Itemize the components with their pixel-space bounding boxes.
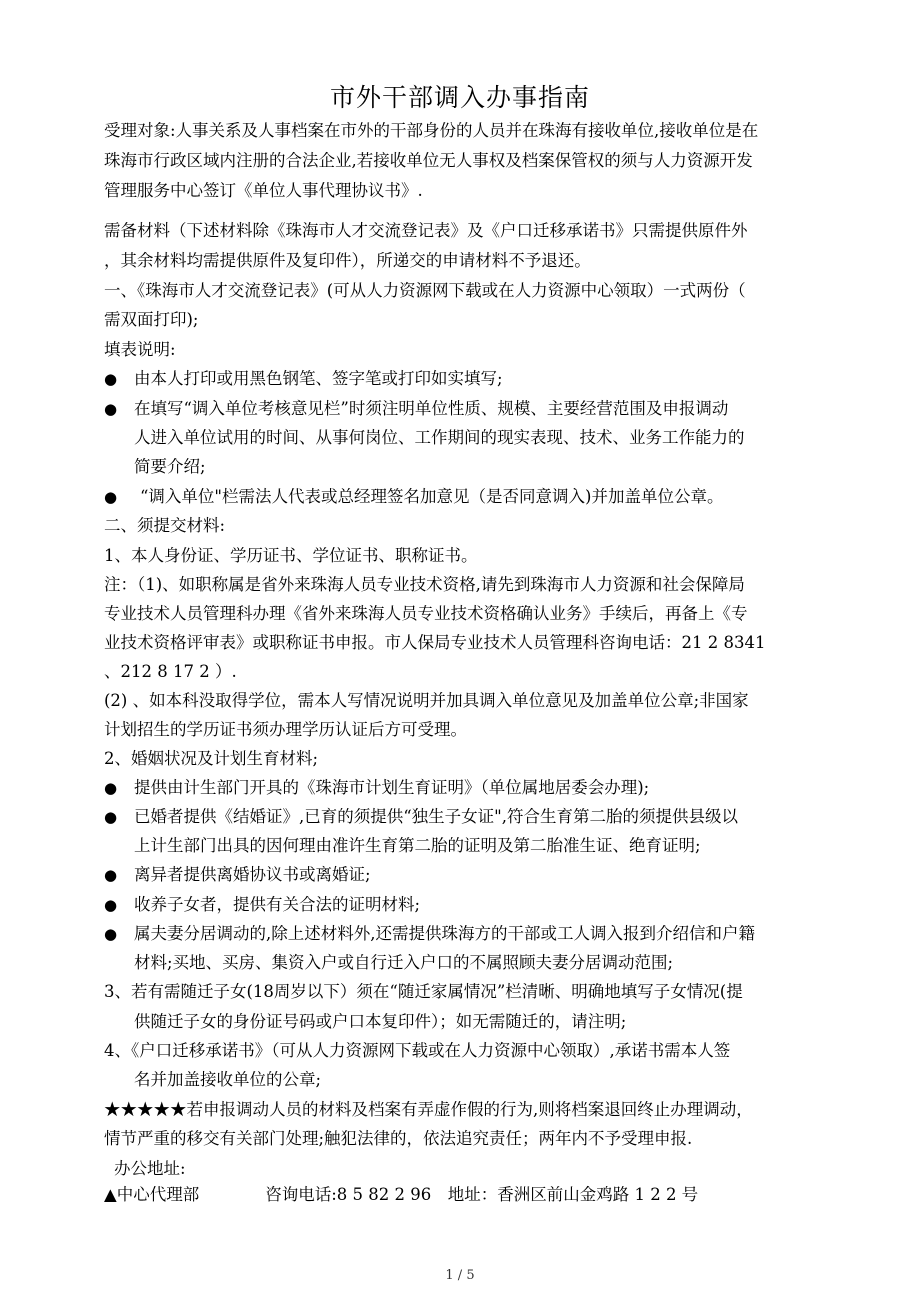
bullet-icon: ● <box>104 400 118 418</box>
text-line: 需双面打印); <box>104 310 199 329</box>
text-line: 计划招生的学历证书须办理学历认证后方可受理。 <box>104 720 467 739</box>
text-line: 情节严重的移交有关部门处理;触犯法律的，依法追究责任；两年内不予受理申报. <box>104 1129 693 1148</box>
text-line: 材料;买地、买房、集资入户或自行迁入户口的不属照顾夫妻分居调动范围; <box>134 953 674 972</box>
text-line: 名并加盖接收单位的公章; <box>134 1070 322 1089</box>
text-line: 业技术资格评审表》或职称证书申报。市人保局专业技术人员管理科咨询电话：21 2 8341 <box>104 633 766 652</box>
text-line: 离异者提供离婚协议书或离婚证; <box>134 865 371 884</box>
text-line: ★★★★★若申报调动人员的材料及档案有弄虚作假的行为,则将档案退回终止办理调动， <box>104 1100 753 1119</box>
text-line: 1、本人身份证、学历证书、学位证书、职称证书。 <box>104 546 478 565</box>
bullet-icon: ● <box>104 866 118 884</box>
text-line: 提供由计生部门开具的《珠海市计划生育证明》（单位属地居委会办理); <box>134 778 650 797</box>
text-line: 4、《户口迁移承诺书》（可从人力资源网下载或在人力资源中心领取）,承诺书需本人签 <box>104 1041 731 1060</box>
text-line: 二、须提交材料: <box>104 516 226 535</box>
text-line: 管理服务中心签订《单位人事代理协议书》. <box>104 181 423 200</box>
text-line: 办公地址: <box>114 1159 186 1178</box>
text-line: 2、婚姻状况及计划生育材料; <box>104 749 319 768</box>
text-line: 由本人打印或用黑色钢笔、签字笔或打印如实填写; <box>134 369 503 388</box>
bullet-icon: ● <box>104 896 118 914</box>
bullet-icon: ● <box>104 808 118 826</box>
text-line: 收养子女者，提供有关合法的证明材料; <box>134 895 421 914</box>
page-title: 市外干部调入办事指南 <box>329 83 590 112</box>
text-line: 填表说明: <box>104 340 176 359</box>
text-line: 注：（1)、如职称属是省外来珠海人员专业技术资格,请先到珠海市人力资源和社会保障局 <box>104 575 745 594</box>
page-number: 1 / 5 <box>445 1268 475 1283</box>
bullet-icon: ● <box>104 488 118 506</box>
text-line: 专业技术人员管理科办理《省外来珠海人员专业技术资格确认业务》手续后，再备上《专 <box>104 604 748 623</box>
text-line: (2) 、如本科没取得学位，需本人写情况说明并加具调入单位意见及加盖单位公章;非国家 <box>104 691 749 710</box>
text-line: 一、《珠海市人才交流登记表》(可从人力资源网下载或在人力资源中心领取）一式两份（ <box>104 281 746 300</box>
text-line: 上计生部门出具的因何理由准许生育第二胎的证明及第二胎准生证、绝育证明; <box>134 836 701 855</box>
text-line: ▲中心代理部 咨询电话:8 5 82 2 96 地址：香洲区前山金鸡路 1 2 2 号 <box>104 1185 699 1204</box>
text-line: 在填写“调入单位考核意见栏”时须注明单位性质、规模、主要经营范围及申报调动 <box>134 399 729 418</box>
bullet-icon: ● <box>104 925 118 943</box>
text-line: 供随迁子女的身份证号码或户口本复印件）；如无需随迁的，请注明; <box>134 1012 627 1031</box>
text-line: 珠海市行政区域内注册的合法企业,若接收单位无人事权及档案保管权的须与人力资源开发 <box>104 151 753 170</box>
text-line: 人进入单位试用的时间、从事何岗位、工作期间的现实表现、技术、业务工作能力的 <box>134 428 745 447</box>
text-line: 简要介绍; <box>134 457 206 476</box>
text-line: 、212 8 17 2 ）. <box>104 662 237 681</box>
text-line: “调入单位"栏需法人代表或总经理签名加意见（是否同意调入)并加盖单位公章。 <box>140 487 724 506</box>
bullet-icon: ● <box>104 779 118 797</box>
text-line: 属夫妻分居调动的,除上述材料外,还需提供珠海方的干部或工人调入报到介绍信和户籍 <box>134 924 755 943</box>
text-line: 3、若有需随迁子女(18周岁以下）须在“随迁家属情况”栏清晰、明确地填写子女情况(提 <box>104 982 743 1001</box>
text-line: 已婚者提供《结婚证》,已育的须提供“独生子女证",符合生育第二胎的须提供县级以 <box>134 807 739 826</box>
bullet-icon: ● <box>104 370 118 388</box>
text-line: 受理对象:人事关系及人事档案在市外的干部身份的人员并在珠海有接收单位,接收单位是在 <box>104 121 759 140</box>
text-line: ，其余材料均需提供原件及复印件），所递交的申请材料不予退还。 <box>104 251 591 270</box>
text-line: 需备材料（下述材料除《珠海市人才交流登记表》及《户口迁移承诺书》只需提供原件外 <box>104 221 748 240</box>
